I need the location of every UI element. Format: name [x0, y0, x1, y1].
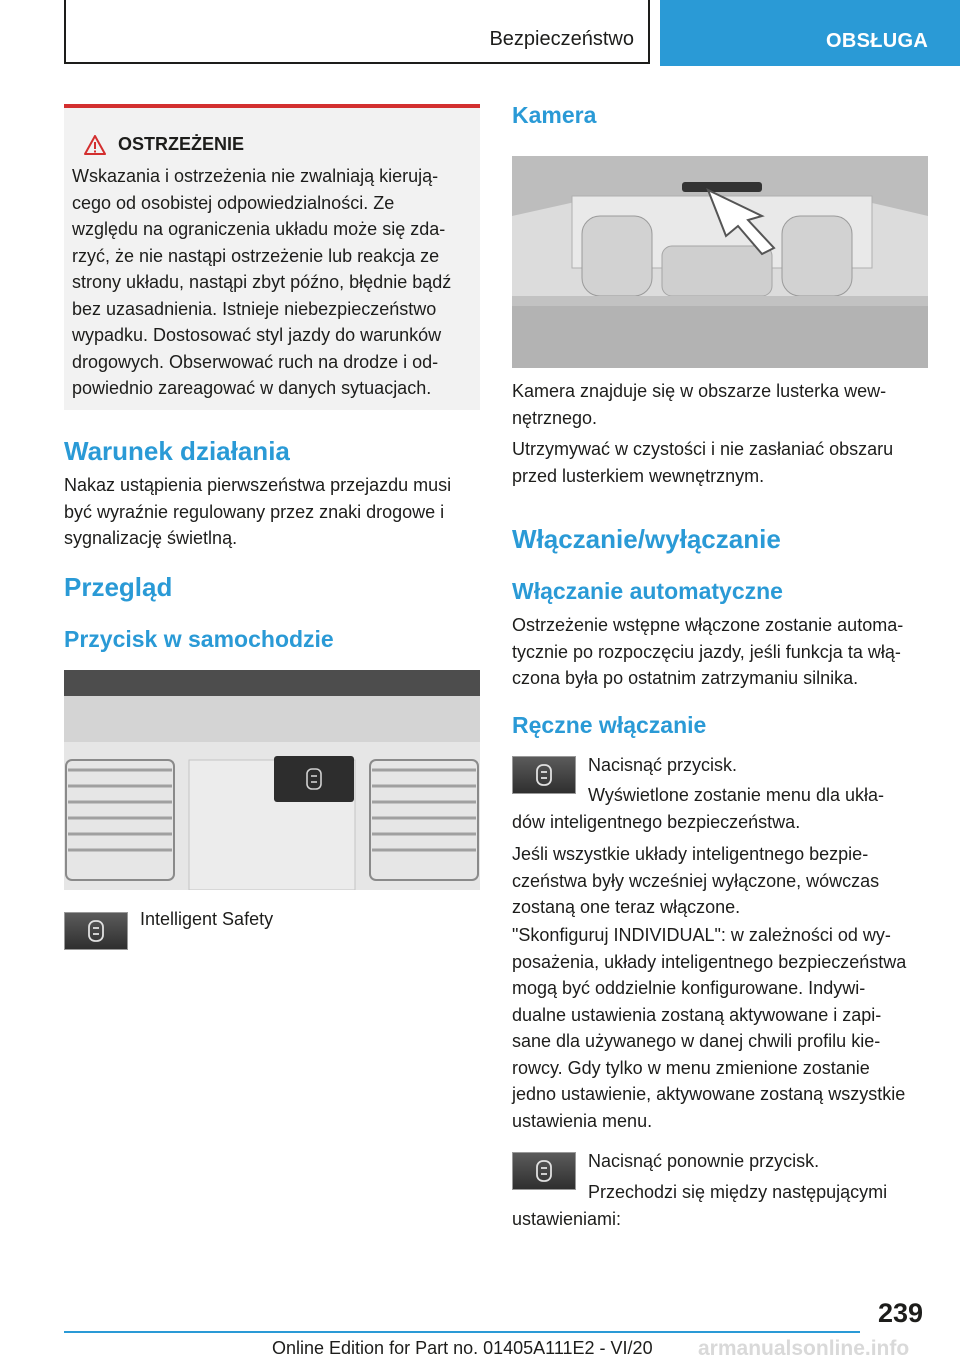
auto-line: Ostrzeżenie wstępne włączone zostanie automa- — [512, 615, 904, 635]
manual-line: mogą być oddzielnie konfigurowane. Indywi- — [512, 978, 866, 998]
manual-line: jedno ustawienie, aktywowane zostaną wszystkie — [512, 1084, 906, 1104]
warning-triangle-icon — [84, 135, 106, 155]
manual-step1-sub-a: Wyświetlone zostanie menu dla ukła- — [588, 785, 884, 805]
header-section-box — [64, 0, 650, 64]
manual-step2: Nacisnąć ponownie przycisk. — [588, 1151, 820, 1171]
manual-paragraph-3 — [512, 922, 928, 1134]
warning-line: względu na ograniczenia układu może się zda- — [72, 219, 446, 239]
warning-line: strony układu, nastąpi zbyt późno, błędnie bądź — [72, 272, 452, 292]
manual-line: dualne ustawienia zostaną aktywowane i zapi- — [512, 1004, 882, 1025]
warning-line: drogowych. Obserwować ruch na drodze i od- — [72, 351, 439, 372]
camera-text-2 — [512, 436, 928, 489]
header-chapter-label: OBSŁUGA — [826, 30, 929, 52]
camera-line: nętrznego. — [512, 407, 598, 428]
onoff-heading: Włączanie/wyłączanie — [512, 524, 781, 554]
condition-heading: Warunek działania — [64, 436, 290, 466]
manual-line: ustawienia menu. — [512, 1110, 653, 1131]
warning-line: cego od osobistej odpowiedzialności. Ze — [72, 192, 395, 213]
header-chapter-tab — [660, 0, 960, 66]
intelligent-safety-button-icon — [512, 1152, 576, 1190]
manual-step1: Nacisnąć przycisk. — [588, 755, 738, 775]
warning-title-row — [84, 134, 244, 155]
intelligent-safety-button-icon — [512, 756, 576, 794]
warning-line: rzyć, że nie nastąpi ostrzeżenie lub reakcja ze — [72, 245, 440, 266]
camera-line: przed lusterkiem wewnętrznym. — [512, 465, 765, 486]
warning-box — [64, 104, 480, 410]
warning-line: bez uzasadnienia. Istnieje niebezpieczeństwo — [72, 298, 437, 319]
warning-line: Wskazania i ostrzeżenia nie zwalniają kierują- — [72, 166, 439, 186]
header-section-title: Bezpieczeństwo — [489, 28, 634, 50]
warning-body — [72, 163, 472, 402]
warning-line: wypadku. Dostosować styl jazdy do warunków — [72, 325, 442, 345]
warning-title: OSTRZEŻENIE — [118, 134, 245, 154]
camera-text — [512, 378, 928, 431]
auto-line: tycznie po rozpoczęciu jazdy, jeśli funkcja ta włą- — [512, 641, 901, 662]
footer-rule — [64, 1331, 860, 1333]
camera-heading: Kamera — [512, 102, 597, 128]
manual-paragraph-2 — [512, 841, 928, 921]
auto-heading: Włączanie automatyczne — [512, 578, 783, 604]
button-heading: Przycisk w samochodzie — [64, 626, 334, 652]
manual-step1-sub-b: dów inteligentnego bezpieczeństwa. — [512, 812, 801, 832]
manual-line: zostaną one teraz włączone. — [512, 897, 741, 917]
warning-line: powiednio zareagować w danych sytuacjach. — [72, 378, 432, 398]
button-caption: Intelligent Safety — [140, 909, 274, 929]
watermark: armanualsonline.info — [698, 1337, 910, 1360]
manual-line: rowcy. Gdy tylko w menu zmienione zostanie — [512, 1057, 870, 1078]
manual-line: sane dla używanego w danej chwili profilu kie- — [512, 1031, 881, 1051]
manual-line: czeństwa były wcześniej wyłączone, wówczas — [512, 870, 880, 891]
camera-line: Kamera znajduje się w obszarze lusterka wew- — [512, 381, 887, 401]
overview-heading: Przegląd — [64, 572, 173, 602]
manual-step2-sub-a: Przechodzi się między następującymi — [588, 1182, 888, 1202]
manual-line: posażenia, układy inteligentnego bezpieczeństwa — [512, 951, 907, 972]
manual-step2-sub-b: ustawieniami: — [512, 1209, 622, 1229]
condition-line: sygnalizację świetlną. — [64, 528, 238, 548]
manual-line: Jeśli wszystkie układy inteligentnego bezpie- — [512, 844, 869, 864]
camera-photo — [512, 156, 928, 368]
condition-line: Nakaz ustąpienia pierwszeństwa przejazdu musi — [64, 475, 452, 495]
page-number: 239 — [878, 1298, 924, 1328]
intelligent-safety-button-icon — [64, 912, 128, 950]
manual-line: "Skonfiguruj INDIVIDUAL": w zależności od wy- — [512, 925, 891, 945]
button-photo — [64, 670, 480, 890]
camera-line: Utrzymywać w czystości i nie zasłaniać obszaru — [512, 439, 894, 459]
footer-edition: Online Edition for Part no. 01405A111E2 - VI/20 — [272, 1338, 653, 1358]
auto-text — [512, 612, 928, 692]
condition-text — [64, 472, 480, 552]
condition-line: być wyraźnie regulowany przez znaki drogowe i — [64, 501, 445, 522]
manual-heading: Ręczne włączanie — [512, 712, 707, 738]
auto-line: czona była po ostatnim zatrzymaniu silnika. — [512, 668, 859, 688]
